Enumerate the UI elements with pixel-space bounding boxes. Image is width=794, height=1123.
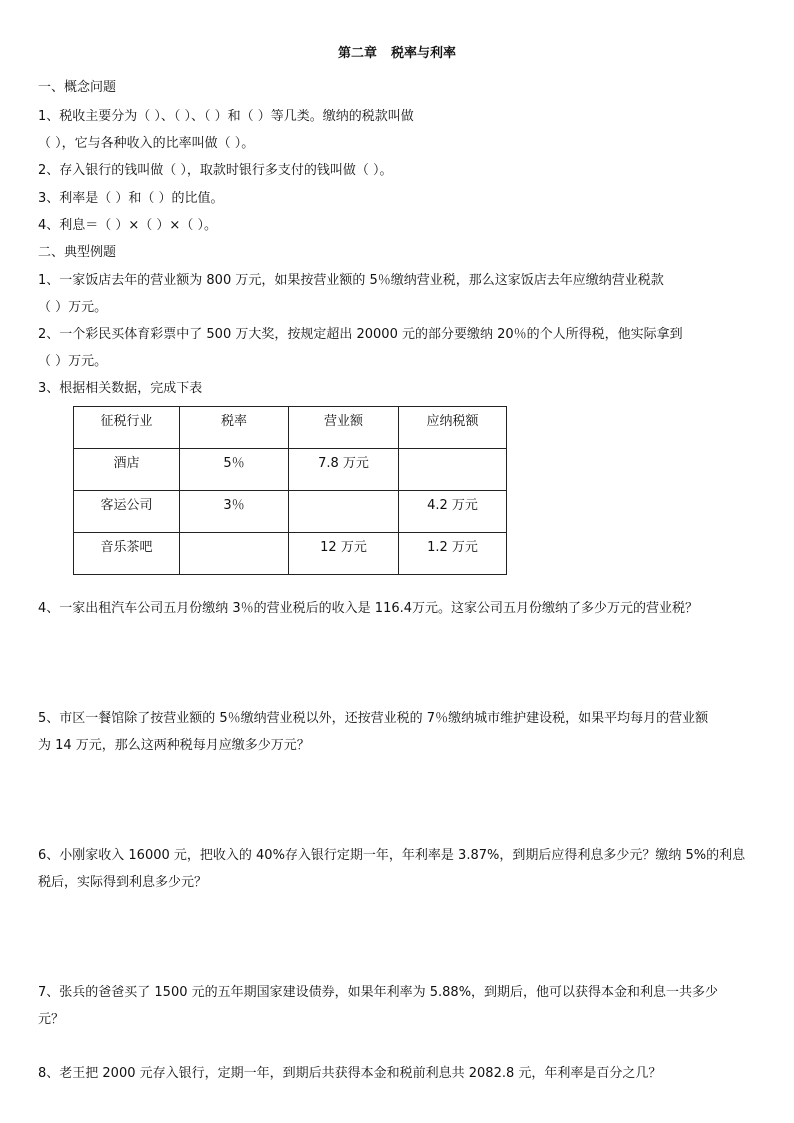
example-1-line-1: 1、一家饭店去年的营业额为 800 万元，如果按营业额的 5％缴纳营业税，那么这家饭店去年应缴纳营业税款 [38, 273, 664, 288]
question-1-line-2: （ ），它与各种收入的比率叫做（ ）。 [38, 136, 255, 151]
chapter-title: 税率与利率 [391, 46, 457, 61]
table-row [74, 533, 507, 575]
table-cell: 12 万元 [289, 533, 399, 575]
table-header-cell: 税率 [180, 407, 289, 449]
example-7-line-1: 7、张兵的爸爸买了 1500 元的五年期国家建设债券，如果年利率为 5.88%，到期后，他可以获得本金和利息一共多少 [38, 985, 719, 1000]
table-cell: 酒店 [74, 449, 180, 491]
question-1-line-1: 1、税收主要分为（ ）、（ ）、（ ）和（ ）等几类。缴纳的税款叫做 [38, 109, 414, 124]
table-row [74, 491, 507, 533]
table-header-cell: 营业额 [289, 407, 399, 449]
table-cell: 7.8 万元 [289, 449, 399, 491]
table-header-row [74, 407, 507, 449]
example-2-line-1: 2、一个彩民买体育彩票中了 500 万大奖，按规定超出 20000 元的部分要缴纳 20％的个人所得税，他实际拿到 [38, 327, 683, 342]
table-cell: 音乐茶吧 [74, 533, 180, 575]
example-2-line-2: （ ）万元。 [38, 354, 108, 369]
example-4: 4、一家出租汽车公司五月份缴纳 3％的营业税后的收入是 116.4万元。这家公司五月份缴纳了多少万元的营业税？ [38, 601, 699, 616]
table-cell: 3％ [180, 491, 289, 533]
table-cell: 4.2 万元 [399, 491, 507, 533]
table-header-cell: 应纳税额 [399, 407, 507, 449]
question-3: 3、利率是（ ）和（ ）的比值。 [38, 191, 224, 206]
example-5-line-2: 为 14 万元，那么这两种税每月应缴多少万元？ [38, 738, 310, 753]
example-1-line-2: （ ）万元。 [38, 300, 108, 315]
example-5-line-1: 5、市区一餐馆除了按营业额的 5％缴纳营业税以外，还按营业税的 7％缴纳城市维护建设税，如果平均每月的营业额 [38, 711, 709, 726]
question-4: 4、利息＝（ ）×（ ）×（ ）。 [38, 218, 217, 233]
table-cell [399, 449, 507, 491]
question-2: 2、存入银行的钱叫做（ ），取款时银行多支付的钱叫做（ ）。 [38, 163, 393, 178]
table-row [74, 449, 507, 491]
table-cell: 客运公司 [74, 491, 180, 533]
page-title [0, 42, 794, 61]
example-3: 3、根据相关数据，完成下表 [38, 381, 203, 396]
table-header-cell: 征税行业 [74, 407, 180, 449]
section-heading-examples: 二、典型例题 [38, 245, 117, 260]
tax-table [73, 406, 507, 575]
example-6-line-1: 6、小刚家收入 16000 元，把收入的 40%存入银行定期一年，年利率是 3.87%，到期后应得利息多少元？缴纳 5%的利息 [38, 848, 746, 863]
table-cell [180, 533, 289, 575]
table-cell: 1.2 万元 [399, 533, 507, 575]
example-8: 8、老王把 2000 元存入银行，定期一年，到期后共获得本金和税前利息共 2082.8 元，年利率是百分之几？ [38, 1066, 662, 1081]
example-7-line-2: 元？ [38, 1012, 65, 1027]
chapter-number: 第二章 [337, 46, 377, 61]
table-cell [289, 491, 399, 533]
section-heading-concepts: 一、概念问题 [38, 80, 117, 95]
example-6-line-2: 税后，实际得到利息多少元？ [38, 875, 208, 890]
table-cell: 5％ [180, 449, 289, 491]
